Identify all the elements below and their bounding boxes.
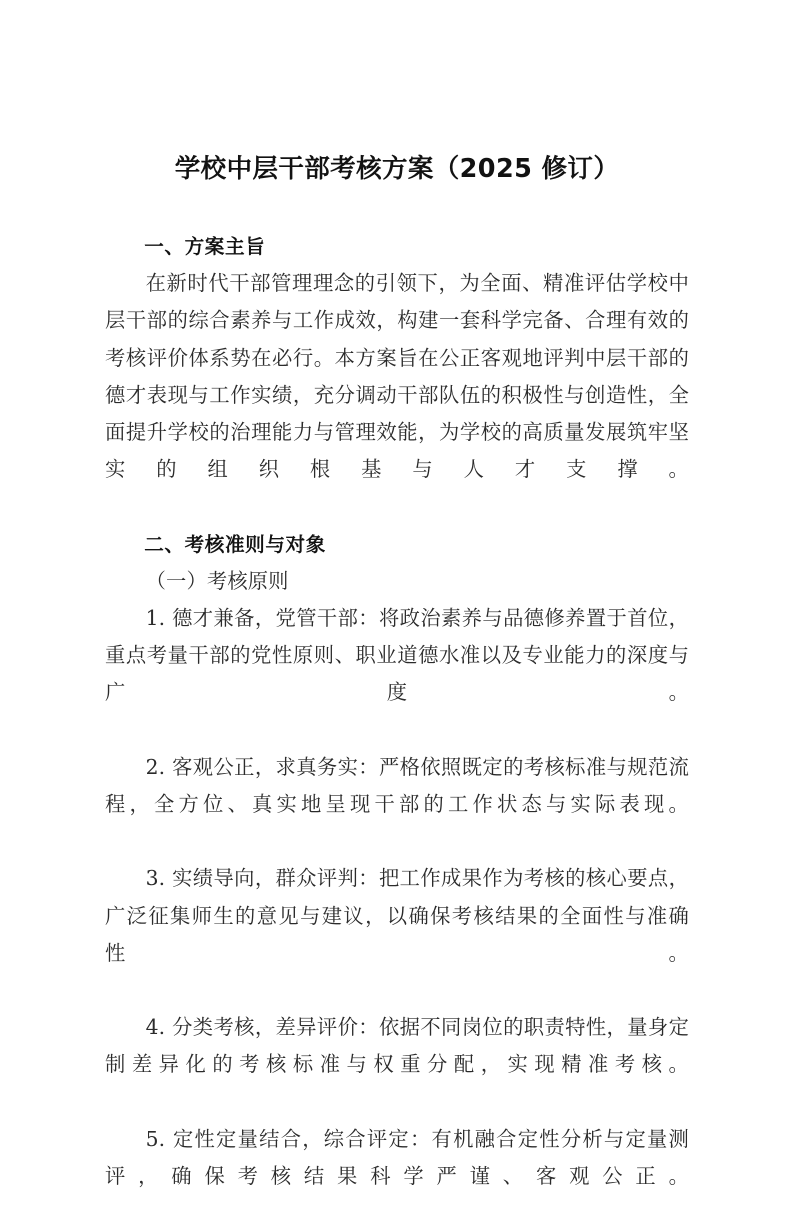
page-title: 学校中层干部考核方案（2025 修订）	[174, 154, 620, 184]
principle-item-4: 4. 分类考核，差异评价：依据不同岗位的职责特性，量身定制差异化的考核标准与权重分配，实现精准考核。	[105, 1015, 689, 1077]
section-2-subheading-1: （一）考核原则	[145, 568, 289, 593]
section-2-heading: 二、考核准则与对象	[144, 532, 326, 556]
principle-item-2: 2. 客观公正，求真务实：严格依照既定的考核标准与规范流程，全方位、真实地呈现干部的工作状态与实际表现。	[105, 754, 689, 817]
principle-item-1: 1. 德才兼备，党管干部：将政治素养与品德修养置于首位，重点考量干部的党性原则、职业道德水准以及专业能力的深度与广度。	[105, 606, 689, 705]
principle-item-5: 5. 定性定量结合，综合评定：有机融合定性分析与定量测评，确保考核结果科学严谨、客观公正。	[105, 1126, 689, 1189]
principle-item-3: 3. 实绩导向，群众评判：把工作成果作为考核的核心要点，广泛征集师生的意见与建议，以确保考核结果的全面性与准确性。	[105, 866, 689, 965]
document-body	[105, 228, 689, 1232]
section-1-heading: 一、方案主旨	[144, 235, 266, 258]
section-1-para-1: 在新时代干部管理理念的引领下，为全面、精准评估学校中层干部的综合素养与工作成效，构建一套科学完备、合理有效的考核评价体系势在必行。本方案旨在公正客观地评判中层干部的德才表现与工作实绩，充分调动干部队伍的积极性与创造性，全面提升学校的治理能力与管理效能，为学校的高质量发展筑牢坚实的组织根基与人才支撑。	[105, 271, 689, 482]
